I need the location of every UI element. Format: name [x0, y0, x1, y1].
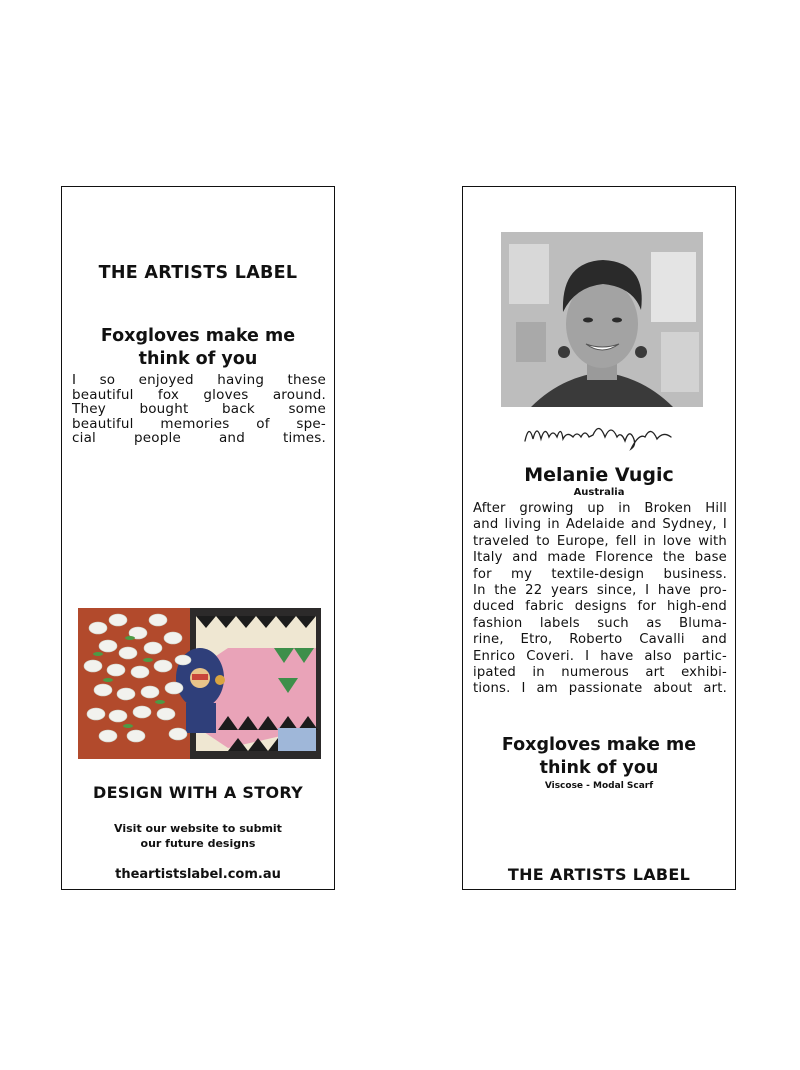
brand-title: THE ARTISTS LABEL	[98, 263, 298, 283]
artist-bio	[473, 501, 727, 698]
bio-line: traveled to Europe, fell in love with	[473, 533, 727, 549]
artist-signature	[521, 415, 683, 451]
design-title-line2: think of you	[539, 758, 659, 778]
bio-line: rine, Etro, Roberto Cavalli and	[473, 632, 727, 648]
design-title-line2: think of you	[138, 349, 258, 369]
description-line: beautiful memories of spe-	[72, 415, 326, 432]
artist-country: Australia	[573, 487, 625, 498]
artwork-image	[78, 608, 321, 759]
description-line: They bought back some	[72, 401, 326, 418]
design-title-line1: Foxgloves make me	[501, 735, 697, 755]
bio-line: duced fabric designs for high-end	[473, 599, 727, 615]
bio-line: for my textile-design business.	[473, 566, 727, 582]
description-line: cial people and times.	[72, 430, 326, 447]
description-line: beautiful fox gloves around.	[72, 386, 326, 403]
cta-line1: Visit our website to submit	[114, 822, 282, 835]
design-title-line1: Foxgloves make me	[100, 326, 296, 346]
artist-portrait	[501, 232, 703, 407]
bio-line: tions. I am passionate about art.	[473, 681, 727, 697]
website-link[interactable]: theartistslabel.com.au	[115, 867, 281, 882]
bio-line: and living in Adelaide and Sydney, I	[473, 517, 727, 533]
bio-line: Enrico Coveri. I have also partic-	[473, 648, 727, 664]
artist-name: Melanie Vugic	[524, 464, 674, 486]
tagline: DESIGN WITH A STORY	[93, 783, 303, 802]
bio-line: In the 22 years since, I have pro-	[473, 583, 727, 599]
bookmark-back	[462, 186, 736, 890]
bookmark-front	[61, 186, 335, 890]
bio-line: fashion labels such as Bluma-	[473, 615, 727, 631]
design-description	[72, 373, 326, 446]
brand-footer: THE ARTISTS LABEL	[507, 865, 691, 884]
product-type: Viscose - Modal Scarf	[544, 781, 654, 791]
bio-line: Italy and made Florence the base	[473, 550, 727, 566]
bio-line: After growing up in Broken Hill	[473, 501, 727, 516]
cta-line2: our future designs	[140, 837, 256, 850]
description-line: I so enjoyed having these	[72, 372, 326, 388]
bio-line: ipated in numerous art exhibi-	[473, 665, 727, 681]
